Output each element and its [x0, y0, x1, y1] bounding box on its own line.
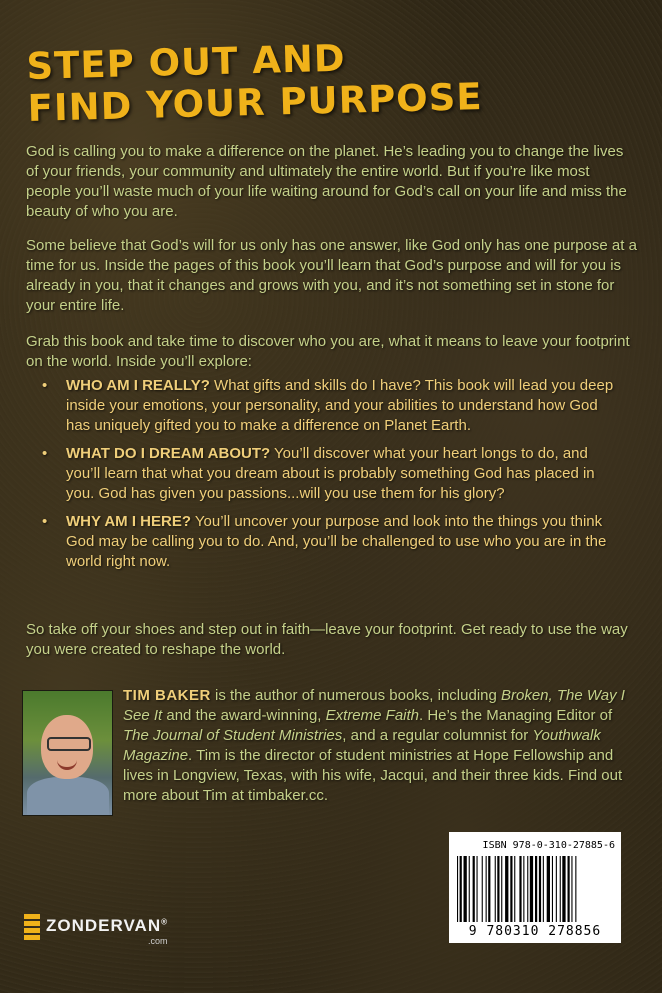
body-paragraph-2: Some believe that God’s will for us only has one answer, like God only has one purpose at a time for us. Inside the pages of this book you’ll learn that God’s purpose and will for you is already in you, that it changes and grows with you, and it’s not something set in stone for your entire life. — [26, 237, 637, 314]
list-item-text: You’ll uncover your purpose and look into the things you think God may be calling you to do. And, you’ll be challenged to use who you are in the world right now. — [66, 513, 607, 570]
list-item-text: You’ll discover what your heart longs to do, and you’ll learn that what you dream about is probably something God has placed in you. God has given you passions...will you use them for his glory? — [66, 445, 595, 502]
barcode-digits: 9 780310 278856 — [468, 924, 602, 939]
list-item-lead: WHY AM I HERE? — [66, 513, 192, 530]
title-line-1: STEP OUT AND — [25, 36, 347, 88]
bullet-icon: • — [42, 513, 48, 530]
book-title: Extreme Faith — [325, 707, 420, 724]
isbn-barcode — [449, 832, 621, 943]
cover-title — [26, 34, 483, 130]
magazine-title: Youthwalk Magazine — [123, 727, 601, 764]
barcode-icon — [457, 856, 613, 922]
zondervan-logo-icon — [24, 914, 40, 940]
list-item-lead: WHO AM I REALLY? — [66, 377, 210, 394]
book-title: Broken, The Way I See It — [123, 687, 625, 724]
author-photo — [22, 690, 113, 816]
author-name: TIM BAKER — [123, 687, 211, 704]
list-item — [42, 512, 626, 572]
list-item-lead: WHAT DO I DREAM ABOUT? — [66, 445, 271, 462]
publisher-suffix: .com — [148, 936, 168, 946]
author-bio: TIM BAKER is the author of numerous books, including Broken, The Way I See It and the award-winning, Extreme Faith. He’s the Managing Editor of The Journal of Student Ministries, and a regular columnist for Youthwalk Magazine. Tim is the director of student ministries at Hope Fellowship and lives in Longview, Texas, with his wife, Jacqui, and their three kids. Find out more about Tim at timbaker.cc. — [123, 687, 625, 804]
list-item-text: What gifts and skills do I have? This book will lead you deep inside your emotions, your personality, and your abilities to understand how God has uniquely gifted you to make a difference on Planet Earth. — [66, 377, 614, 434]
closing-paragraph: So take off your shoes and step out in faith—leave your footprint. Get ready to use the way you were created to reshape the world. — [26, 621, 628, 658]
publisher-name: ZONDERVAN® — [46, 916, 169, 935]
journal-title: The Journal of Student Ministries — [123, 727, 343, 744]
list-item — [42, 376, 626, 436]
bullet-icon: • — [42, 377, 48, 394]
bullet-icon: • — [42, 445, 48, 462]
body-paragraph-3: Grab this book and take time to discover who you are, what it means to leave your footprint on the world. Inside you’ll explore: — [26, 333, 630, 370]
title-line-2: FIND YOUR PURPOSE — [27, 75, 484, 130]
explore-list — [42, 376, 626, 580]
intro-paragraph: God is calling you to make a difference on the planet. He’s leading you to change the lives of your friends, your community and ultimately the entire world. But if you’re like most people you’ll waste much of your life waiting around for God’s call on your life and miss the beauty of who you are. — [26, 143, 627, 220]
list-item — [42, 444, 626, 504]
isbn-label: ISBN 978-0-310-27885-6 — [482, 840, 615, 851]
